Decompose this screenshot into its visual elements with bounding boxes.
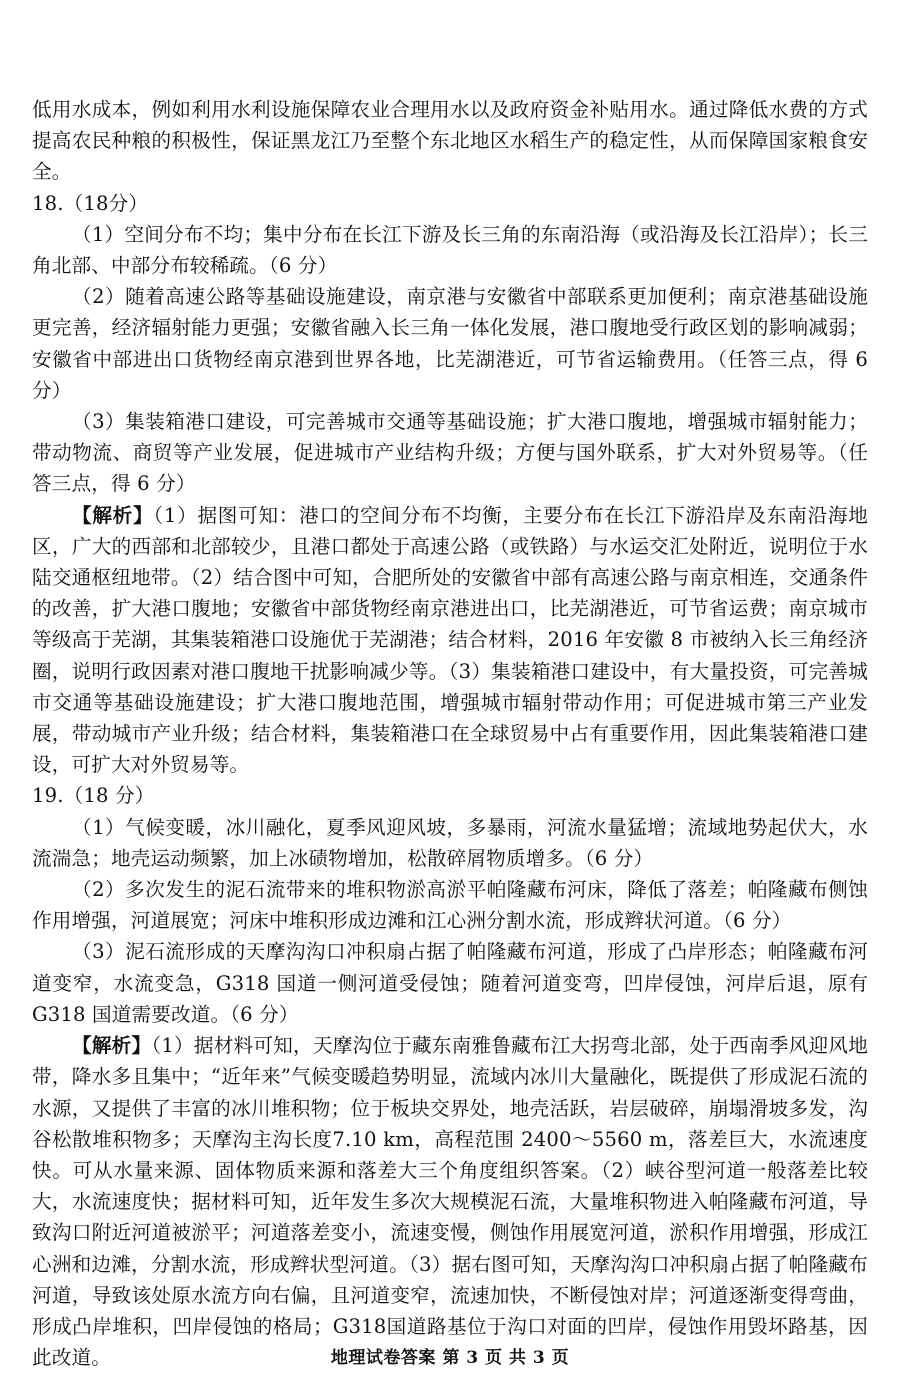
analysis-text: （1）据图可知：港口的空间分布不均衡，主要分布在长江下游沿岸及东南沿海地区，广大的西部和北部较少，且港口都处于高速公路（或铁路）与水运交汇处附近，说明位于水陆交通枢纽地带。（2）结合图中可知，合肥所处的安徽省中部有高速公路与南京相连，交通条件的改善，扩大港口腹地；安徽省中部货物经南京港进出口，比芜湖港近，可节省运费；南京城市等级高于芜湖，其集装箱港口设施优于芜湖港；结合材料，2016 年安徽 8 市被纳入长三角经济圈，说明行政因素对港口腹地干扰影响减少等。（3）集装箱港口建设中，有大量投资，可完善城市交通等基础设施建设；扩大港口腹地范围，增强城市辐射带动作用；可促进城市第三产业发展，带动城市产业升级；结合材料，集装箱港口在全球贸易中占有重要作用，因此集装箱港口建设，可扩大对外贸易等。 (32, 503, 868, 777)
question-18-answer-3: （3）集装箱港口建设，可完善城市交通等基础设施；扩大港口腹地，增强城市辐射能力；带动物流、商贸等产业发展，促进城市产业结构升级；方便与国外联系，扩大对外贸易等。（任答三点，得 6 分） (32, 410, 868, 496)
analysis-label: 【解析】 (72, 503, 154, 527)
question-19-heading: 19.（18 分） (32, 784, 155, 808)
paragraph-intro: 低用水成本，例如利用水利设施保障农业合理用水以及政府资金补贴用水。通过降低水费的方式提高农民种粮的积极性，保证黑龙江乃至整个东北地区水稻生产的稳定性，从而保障国家粮食安全。 (32, 98, 868, 184)
question-18-answer-2: （2）随着高速公路等基础设施建设，南京港与安徽省中部联系更加便利；南京港基础设施更完善，经济辐射能力更强；安徽省融入长三角一体化发展，港口腹地受行政区划的影响减弱；安徽省中部进出口货物经南京港到世界各地，比芜湖港近，可节省运输费用。（任答三点，得 6 分） (32, 285, 868, 402)
analysis-label: 【解析】 (72, 1034, 152, 1058)
question-18-heading: 18.（18分） (32, 191, 149, 215)
page-footer: 地理试卷答案 第 3 页 共 3 页 (330, 1348, 570, 1368)
question-19-answer-1: （1）气候变暖，冰川融化，夏季风迎风坡，多暴雨，河流水量猛增；流域地势起伏大，水流湍急；地壳运动频繁，加上冰碛物增加，松散碎屑物质增多。（6 分） (32, 815, 868, 870)
question-19-answer-3: （3）泥石流形成的天摩沟沟口冲积扇占据了帕隆藏布河道，形成了凸岸形态；帕隆藏布河道变窄，水流变急，G318 国道一侧河道受侵蚀；随着河道变弯，凹岸侵蚀，河岸后退，原有 G318 国道需要改道。（6 分） (32, 940, 868, 1026)
question-18-answer-1: （1）空间分布不均；集中分布在长江下游及长三角的东南沿海（或沿海及长江沿岸）；长三角北部、中部分布较稀疏。（6 分） (32, 222, 868, 278)
answer-content (32, 94, 868, 1373)
analysis-text: （1）据材料可知，天摩沟位于藏东南雅鲁藏布江大拐弯北部，处于西南季风迎风地带，降水多且集中；“近年来”气候变暖趋势明显，流域内冰川大量融化，既提供了形成泥石流的水源，又提供了丰富的冰川堆积物；位于板块交界处，地壳活跃，岩层破碎，崩塌滑坡多发，沟谷松散堆积物多；天摩沟主沟长度7.10 km，高程范围 2400～5560 m，落差巨大，水流速度快。可从水量来源、固体物质来源和落差大三个角度组织答案。（2）峡谷型河道一般落差比较大，水流速度快；据材料可知，近年发生多次大规模泥石流，大量堆积物进入帕隆藏布河道，导致沟口附近河道被淤平；河道落差变小，流速变慢，侧蚀作用展宽河道，淤积作用增强，形成江心洲和边滩，分割水流，形成辫状型河道。（3）据右图可知，天摩沟沟口冲积扇占据了帕隆藏布河道，导致该处原水流方向右偏，且河道变窄，流速加快，不断侵蚀对岸；河道逐渐变得弯曲，形成凸岸堆积，凹岸侵蚀的格局；G318国道路基位于沟口对面的凹岸，侵蚀作用毁坏路基，因此改道。 (32, 1034, 868, 1370)
question-19-answer-2: （2）多次发生的泥石流带来的堆积物淤高淤平帕隆藏布河床，降低了落差；帕隆藏布侧蚀作用增强，河道展宽；河床中堆积形成边滩和江心洲分割水流，形成辫状河道。（6 分） (32, 878, 868, 933)
question-18-analysis (32, 500, 868, 781)
question-19-analysis (32, 1030, 868, 1373)
